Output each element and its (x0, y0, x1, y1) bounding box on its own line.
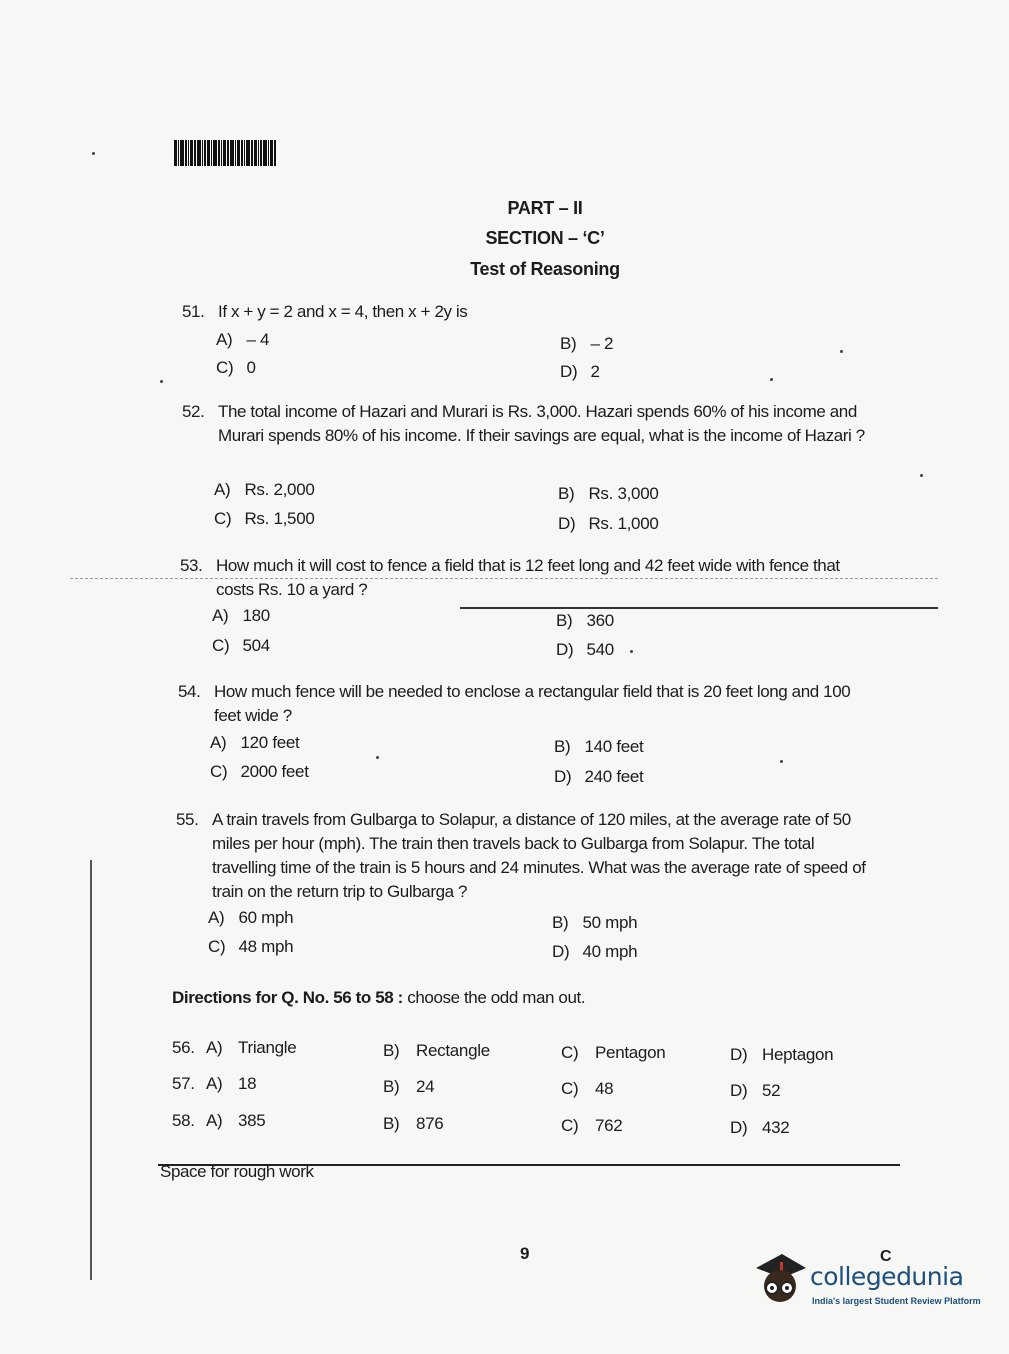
option-c: C) 2000 feet (210, 762, 309, 781)
question-text: How much it will cost to fence a field that is 12 feet long and 42 feet wide with fence that costs Rs. 10 a yard ? (216, 556, 840, 599)
barcode (174, 140, 296, 166)
part-heading: PART – II (507, 198, 583, 218)
option-c: C) 48 mph (208, 937, 294, 956)
scan-speck (630, 650, 633, 653)
logo-name: collegedunia (810, 1262, 964, 1291)
logo-tagline: India's largest Student Review Platform (812, 1296, 981, 1306)
directions (172, 988, 585, 1008)
option-d: D) Rs. 1,000 (558, 514, 659, 533)
directions-bold: Directions for Q. No. 56 to 58 : (172, 988, 403, 1007)
question-55 (176, 808, 896, 904)
exam-page: PART – II SECTION – ‘C’ Test of Reasoning 51. If x + y = 2 and x = 4, then x + 2y is A) – 4 B) – 2 C) 0 D) 2 52. The total income of Hazari and Murari is Rs. 3,000. Hazari spends 60% of his income and Murari spends 80% of his income. If their savings are equal, what is the income of Hazari ? A) Rs. 2,000 B) Rs. 3,000 C) Rs. 1,500 D) Rs. 1,000 53. How much it will cost to fence a field that is 12 feet long and 42 feet wide with fence that costs Rs. 10 a yard ? A) 180 B) 360 C) 504 D) 540 54. How much fence will be needed to enclose a rectangular field that is 20 feet long and 100 feet wide ? A) 120 feet B) 140 feet C) 2000 feet D) 240 feet 55. A train travels from Gulbarga to Solapur, a distance of 120 miles, at the average rate of 50 miles per hour (mph). The train then travels back to Gulbarga from Solapur. The total travelling time of the train is 5 hours and 24 minutes. What was the average rate of speed of train on the return trip to Gulbarga ? A) 60 mph B) 50 mph C) 48 mph D) 40 mph Directions for Q. No. 56 to 58 : choose the odd man out. 56. A) Triangle B) Rectangle C) Pentagon D) Heptagon 57. A) 18 B) 24 C) 48 D) 52 58. A) 385 B) 876 C) 762 D) 432 Space for rough work 9 C collegedunia India's largest Student Review Platform (0, 0, 1009, 1354)
margin-line (90, 860, 92, 1280)
option-b: B) 50 mph (552, 913, 638, 932)
section-heading: SECTION – ‘C’ (485, 228, 605, 248)
option-d: D) 540 (556, 640, 614, 659)
question-51 (182, 300, 902, 330)
scan-speck (920, 474, 923, 477)
option-c: C) 504 (212, 636, 270, 655)
question-54 (178, 680, 898, 728)
scan-speck (780, 760, 783, 763)
subject-heading: Test of Reasoning (470, 259, 620, 279)
option-d: D) 240 feet (554, 767, 644, 786)
option-b: B) 140 feet (554, 737, 644, 756)
option-b: B) Rs. 3,000 (558, 484, 659, 503)
question-53 (180, 554, 900, 602)
question-number: 55. (176, 810, 199, 829)
option-c: C) 0 (216, 358, 256, 377)
divider-line (460, 607, 938, 609)
question-number: 53. (180, 556, 203, 575)
version-letter: C (880, 1248, 892, 1265)
option-b: B) 360 (556, 611, 614, 630)
option-d: D) 2 (560, 362, 600, 381)
question-number: 51. (182, 302, 205, 321)
scan-speck (376, 756, 379, 759)
option-a: A) – 4 (216, 330, 270, 349)
question-number: 52. (182, 402, 205, 421)
page-number: 9 (520, 1244, 530, 1263)
scan-speck (92, 152, 95, 155)
option-a: A) Rs. 2,000 (214, 480, 315, 499)
scan-speck (160, 380, 163, 383)
question-text: A train travels from Gulbarga to Solapur, a distance of 120 miles, at the average rate of 50 miles per hour (mph). The train then travels back to Gulbarga from Solapur. The total travelling time of the train is 5 hours and 24 minutes. What was the average rate of speed of train on the return trip to Gulbarga ? (212, 810, 866, 901)
option-d: D) 40 mph (552, 942, 638, 961)
option-c: C) Rs. 1,500 (214, 509, 315, 528)
option-a: A) 180 (212, 606, 270, 625)
option-a: A) 60 mph (208, 908, 294, 927)
option-b: B) – 2 (560, 334, 614, 353)
collegedunia-mascot-icon (752, 1250, 808, 1306)
rough-work-label: Space for rough work (160, 1162, 314, 1181)
question-52 (182, 400, 902, 472)
question-text: How much fence will be needed to enclose a rectangular field that is 20 feet long and 100 feet wide ? (214, 682, 851, 725)
option-a: A) 120 feet (210, 733, 300, 752)
question-text: If x + y = 2 and x = 4, then x + 2y is (218, 302, 468, 321)
scan-speck (770, 378, 773, 381)
directions-text: choose the odd man out. (402, 988, 586, 1007)
scan-speck (840, 350, 843, 353)
question-text: The total income of Hazari and Murari is Rs. 3,000. Hazari spends 60% of his income and Murari spends 80% of his income. If their savings are equal, what is the income of Hazari ? (218, 402, 865, 445)
question-number: 54. (178, 682, 201, 701)
